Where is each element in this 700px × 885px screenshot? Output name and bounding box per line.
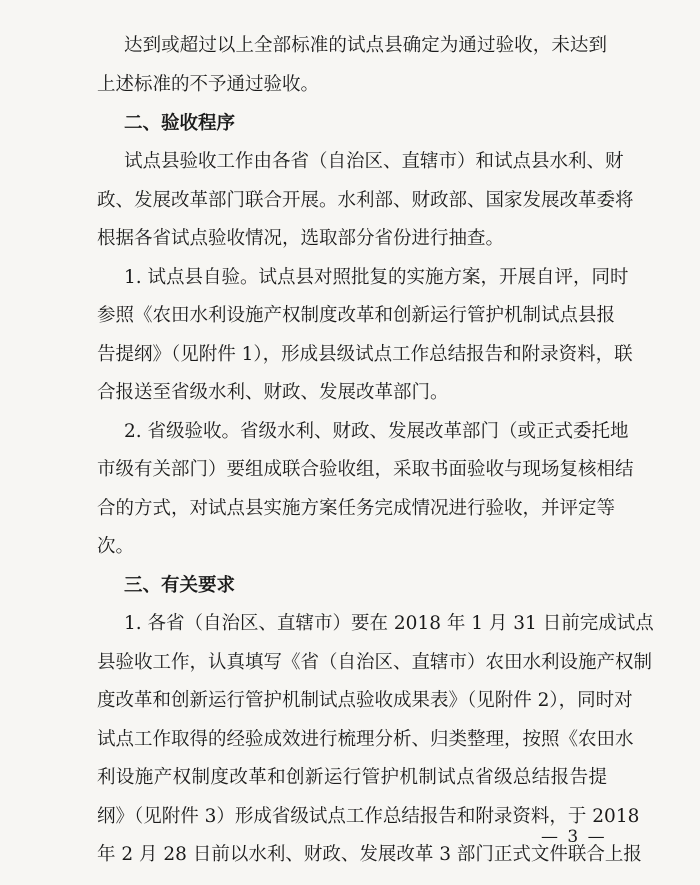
page-number: — 3 —: [541, 827, 607, 847]
body-line: 参照《农田水利设施产权制度改革和创新运行管护机制试点县报: [97, 305, 616, 326]
body-line: 纲》（见附件 3）形成省级试点工作总结报告和附录资料，于 2018: [97, 806, 640, 827]
body-line: 达到或超过以上全部标准的试点县确定为通过验收，未达到: [124, 35, 607, 56]
body-line: 合的方式，对试点县实施方案任务完成情况进行验收，并评定等: [97, 498, 616, 519]
body-line: 1. 各省（自治区、直辖市）要在 2018 年 1 月 31 日前完成试点: [124, 613, 654, 634]
section-heading-2: 二、验收程序: [124, 113, 236, 134]
body-line: 告提纲》（见附件 1），形成县级试点工作总结报告和附录资料，联: [97, 344, 633, 365]
body-line: 上述标准的不予通过验收。: [97, 74, 320, 95]
body-line: 县验收工作，认真填写《省（自治区、直辖市）农田水利设施产权制: [97, 652, 653, 673]
body-line: 年 2 月 28 日前以水利、财政、发展改革 3 部门正式文件联合上报: [97, 844, 642, 865]
body-line: 根据各省试点验收情况，选取部分省份进行抽查。: [97, 228, 505, 249]
body-line: 政、发展改革部门联合开展。水利部、财政部、国家发展改革委将: [97, 190, 634, 211]
body-line: 利设施产权制度改革和创新运行管护机制试点省级总结报告提: [97, 767, 607, 788]
body-line: 1. 试点县自验。试点县对照批复的实施方案，开展自评，同时: [124, 267, 629, 288]
body-line: 试点县验收工作由各省（自治区、直辖市）和试点县水利、财: [124, 151, 624, 172]
body-line: 合报送至省级水利、财政、发展改革部门。: [97, 382, 449, 403]
body-line: 2. 省级验收。省级水利、财政、发展改革部门（或正式委托地: [124, 421, 629, 442]
body-line: 次。: [97, 536, 135, 557]
section-heading-3: 三、有关要求: [124, 575, 236, 596]
body-line: 市级有关部门）要组成联合验收组，采取书面验收与现场复核相结: [97, 459, 634, 480]
body-line: 度改革和创新运行管护机制试点验收成果表》（见附件 2），同时对: [97, 690, 633, 711]
body-line: 试点工作取得的经验成效进行梳理分析、归类整理，按照《农田水: [97, 729, 634, 750]
